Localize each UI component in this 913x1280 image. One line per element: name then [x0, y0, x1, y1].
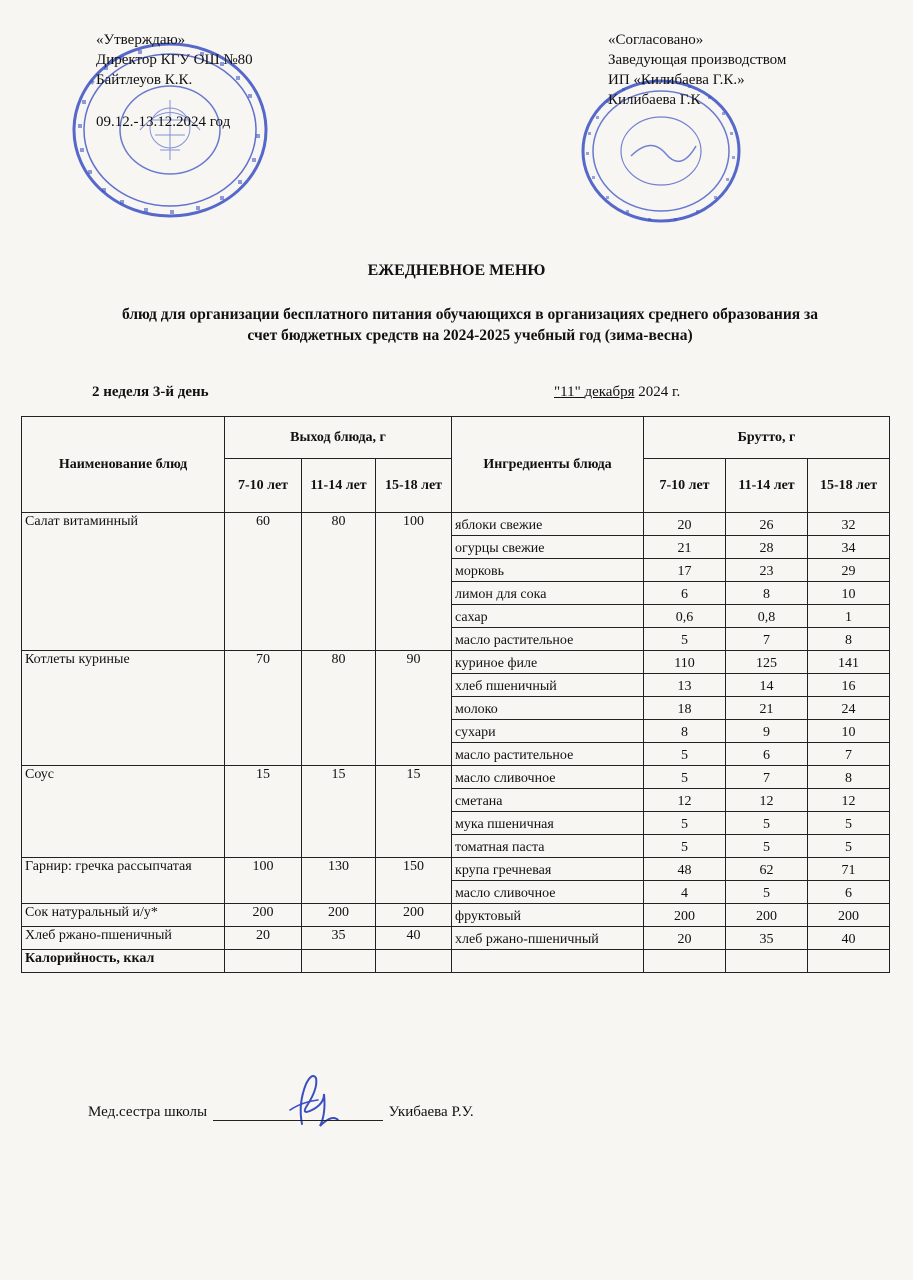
brutto-15-18: 16 — [808, 674, 890, 697]
table-row — [22, 513, 890, 536]
output-11-14: 80 — [302, 651, 376, 766]
signature-name: Укибаева Р.У. — [388, 1104, 474, 1120]
signature-role: Мед.сестра школы — [88, 1104, 208, 1120]
week-day-label: 2 неделя 3-й день — [92, 384, 209, 400]
table-row — [22, 904, 890, 927]
brutto-11-14: 12 — [726, 789, 808, 812]
brutto-15-18: 12 — [808, 789, 890, 812]
brutto-7-10: 110 — [644, 651, 726, 674]
brutto-15-18: 6 — [808, 881, 890, 904]
output-11-14: 80 — [302, 513, 376, 651]
handwritten-signature — [272, 1064, 342, 1134]
ingredient: масло растительное — [452, 743, 644, 766]
brutto-15-18: 200 — [808, 904, 890, 927]
brutto-11-14: 200 — [726, 904, 808, 927]
output-15-18: 15 — [376, 766, 452, 858]
empty-cell — [376, 950, 452, 973]
brutto-11-14: 6 — [726, 743, 808, 766]
brutto-7-10: 20 — [644, 927, 726, 950]
brutto-7-10: 5 — [644, 766, 726, 789]
brutto-11-14: 26 — [726, 513, 808, 536]
output-7-10: 60 — [225, 513, 302, 651]
brutto-15-18: 8 — [808, 628, 890, 651]
output-15-18: 40 — [376, 927, 452, 950]
dish-name: Салат витаминный — [22, 513, 225, 651]
output-7-10: 200 — [225, 904, 302, 927]
header-output-age-11-14: 11-14 лет — [302, 459, 376, 513]
brutto-15-18: 71 — [808, 858, 890, 881]
brutto-11-14: 8 — [726, 582, 808, 605]
brutto-11-14: 125 — [726, 651, 808, 674]
brutto-15-18: 141 — [808, 651, 890, 674]
approval-person: Байтлеуов К.К. — [96, 72, 193, 88]
output-11-14: 200 — [302, 904, 376, 927]
approval-position: Директор КГУ ОШ №80 — [96, 52, 253, 68]
brutto-7-10: 20 — [644, 513, 726, 536]
brutto-11-14: 28 — [726, 536, 808, 559]
ingredient: яблоки свежие — [452, 513, 644, 536]
approval-date: 09.12.-13.12.2024 год — [96, 114, 231, 130]
brutto-15-18: 24 — [808, 697, 890, 720]
brutto-15-18: 7 — [808, 743, 890, 766]
brutto-11-14: 7 — [726, 628, 808, 651]
brutto-11-14: 62 — [726, 858, 808, 881]
brutto-7-10: 0,6 — [644, 605, 726, 628]
brutto-11-14: 9 — [726, 720, 808, 743]
document-title: ЕЖЕДНЕВНОЕ МЕНЮ — [367, 262, 546, 279]
ingredient: морковь — [452, 559, 644, 582]
ingredient: сухари — [452, 720, 644, 743]
brutto-15-18: 10 — [808, 720, 890, 743]
header-brutto-age-11-14: 11-14 лет — [726, 459, 808, 513]
ingredient: сметана — [452, 789, 644, 812]
calories-row — [22, 950, 890, 973]
nurse-signature-line — [88, 1104, 474, 1121]
brutto-7-10: 12 — [644, 789, 726, 812]
output-15-18: 200 — [376, 904, 452, 927]
brutto-7-10: 5 — [644, 812, 726, 835]
table-row — [22, 651, 890, 674]
table-row — [22, 927, 890, 950]
brutto-7-10: 8 — [644, 720, 726, 743]
signature-blank — [213, 1104, 383, 1121]
empty-cell — [726, 950, 808, 973]
header-ingredients: Ингредиенты блюда — [452, 417, 644, 513]
brutto-7-10: 48 — [644, 858, 726, 881]
brutto-7-10: 200 — [644, 904, 726, 927]
ingredient: фруктовый — [452, 904, 644, 927]
header-dish-name: Наименование блюд — [22, 417, 225, 513]
ingredient: масло растительное — [452, 628, 644, 651]
header-output-age-15-18: 15-18 лет — [376, 459, 452, 513]
agreement-person: Килибаева Г.К — [608, 92, 701, 108]
empty-cell — [225, 950, 302, 973]
agreement-block — [608, 30, 786, 110]
dish-name: Хлеб ржано-пшеничный — [22, 927, 225, 950]
brutto-7-10: 4 — [644, 881, 726, 904]
brutto-11-14: 5 — [726, 881, 808, 904]
output-15-18: 100 — [376, 513, 452, 651]
ingredient: лимон для сока — [452, 582, 644, 605]
menu-table — [21, 416, 890, 973]
ingredient: мука пшеничная — [452, 812, 644, 835]
brutto-11-14: 5 — [726, 835, 808, 858]
empty-cell — [808, 950, 890, 973]
ingredient: хлеб пшеничный — [452, 674, 644, 697]
header-brutto: Брутто, г — [644, 417, 890, 459]
ingredient: сахар — [452, 605, 644, 628]
brutto-11-14: 35 — [726, 927, 808, 950]
dish-name: Сок натуральный и/у* — [22, 904, 225, 927]
brutto-11-14: 7 — [726, 766, 808, 789]
dish-name: Соус — [22, 766, 225, 858]
document-subtitle: блюд для организации бесплатного питания обучающихся в организациях среднего образования за счет бюджетных средств на 2024-2025 учебный год (зима-весна) — [121, 306, 819, 344]
brutto-15-18: 5 — [808, 835, 890, 858]
brutto-7-10: 17 — [644, 559, 726, 582]
empty-cell — [302, 950, 376, 973]
brutto-15-18: 40 — [808, 927, 890, 950]
brutto-7-10: 13 — [644, 674, 726, 697]
ingredient: хлеб ржано-пшеничный — [452, 927, 644, 950]
brutto-7-10: 5 — [644, 743, 726, 766]
dish-name: Гарнир: гречка рассыпчатая — [22, 858, 225, 904]
ingredient: томатная паста — [452, 835, 644, 858]
ingredient: куриное филе — [452, 651, 644, 674]
brutto-11-14: 23 — [726, 559, 808, 582]
ingredient: молоко — [452, 697, 644, 720]
output-7-10: 20 — [225, 927, 302, 950]
brutto-7-10: 21 — [644, 536, 726, 559]
brutto-7-10: 18 — [644, 697, 726, 720]
brutto-15-18: 34 — [808, 536, 890, 559]
brutto-7-10: 5 — [644, 628, 726, 651]
approval-title: «Утверждаю» — [96, 32, 186, 48]
output-11-14: 15 — [302, 766, 376, 858]
approval-block — [96, 30, 253, 132]
brutto-15-18: 29 — [808, 559, 890, 582]
empty-cell — [452, 950, 644, 973]
brutto-7-10: 5 — [644, 835, 726, 858]
output-7-10: 100 — [225, 858, 302, 904]
output-11-14: 35 — [302, 927, 376, 950]
header-output-age-7-10: 7-10 лет — [225, 459, 302, 513]
output-7-10: 15 — [225, 766, 302, 858]
output-15-18: 90 — [376, 651, 452, 766]
output-7-10: 70 — [225, 651, 302, 766]
brutto-15-18: 1 — [808, 605, 890, 628]
ingredient: масло сливочное — [452, 881, 644, 904]
empty-cell — [644, 950, 726, 973]
output-11-14: 130 — [302, 858, 376, 904]
brutto-15-18: 8 — [808, 766, 890, 789]
brutto-15-18: 32 — [808, 513, 890, 536]
calories-label: Калорийность, ккал — [22, 950, 225, 973]
brutto-15-18: 10 — [808, 582, 890, 605]
brutto-11-14: 0,8 — [726, 605, 808, 628]
agreement-company: ИП «Килибаева Г.К.» — [608, 72, 745, 88]
table-row — [22, 858, 890, 881]
menu-date: "11" декабря 2024 г. — [554, 384, 681, 400]
brutto-11-14: 21 — [726, 697, 808, 720]
ingredient: крупа гречневая — [452, 858, 644, 881]
brutto-11-14: 5 — [726, 812, 808, 835]
ingredient: огурцы свежие — [452, 536, 644, 559]
dish-name: Котлеты куриные — [22, 651, 225, 766]
brutto-15-18: 5 — [808, 812, 890, 835]
table-row — [22, 766, 890, 789]
header-brutto-age-15-18: 15-18 лет — [808, 459, 890, 513]
brutto-7-10: 6 — [644, 582, 726, 605]
brutto-11-14: 14 — [726, 674, 808, 697]
header-output: Выход блюда, г — [225, 417, 452, 459]
output-15-18: 150 — [376, 858, 452, 904]
agreement-position: Заведующая производством — [608, 52, 787, 68]
ingredient: масло сливочное — [452, 766, 644, 789]
header-brutto-age-7-10: 7-10 лет — [644, 459, 726, 513]
agreement-title: «Согласовано» — [608, 32, 704, 48]
